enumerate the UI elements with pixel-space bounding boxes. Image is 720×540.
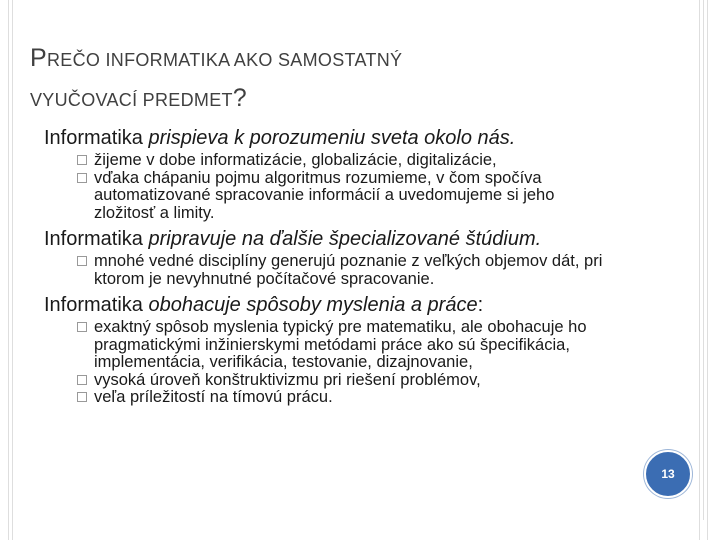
checkbox-bullet-icon [77, 256, 87, 266]
frame-line-right-inner [699, 0, 700, 540]
frame-line-left-outer [8, 0, 9, 540]
title-line-1-text: REČO INFORMATIKA AKO SAMOSTATNÝ [46, 50, 403, 70]
title-initial: P [30, 44, 47, 72]
frame-line-right-middle [703, 0, 704, 520]
title-question-mark: ? [232, 84, 248, 112]
title-line-2-text: VYUČOVACÍ PREDMET [30, 90, 233, 110]
checkbox-bullet-icon [77, 375, 87, 385]
section-emphasis-text: pripravuje na ďalšie špecializované štúdium. [148, 228, 542, 250]
bullet-text: žijeme v dobe informatizácie, globalizácie, digitalizácie, [94, 151, 497, 169]
checkbox-bullet-icon [77, 322, 87, 332]
checkbox-bullet-icon [77, 173, 87, 183]
frame-line-right-outer [707, 0, 708, 540]
bullet-item [44, 372, 624, 390]
bullet-text: vďaka chápaniu pojmu algoritmus rozumieme, v čom spočíva automatizované spracovanie informácií a uvedomujeme si jeho zložitosť a limity. [94, 168, 555, 222]
section-heading [44, 227, 624, 251]
section-heading [44, 126, 624, 150]
bullet-item [44, 319, 624, 372]
section-lead-text: Informatika [44, 294, 149, 316]
frame-line-left-inner [12, 0, 13, 540]
section-emphasis-text: obohacuje spôsoby myslenia a práce [148, 294, 478, 316]
section-heading [44, 293, 624, 317]
bullet-item [44, 389, 624, 407]
section-emphasis-text: prispieva k porozumeniu sveta okolo nás. [148, 127, 516, 149]
bullet-text: veľa príležitostí na tímovú prácu. [94, 388, 333, 406]
checkbox-bullet-icon [77, 155, 87, 165]
bullet-item [44, 152, 624, 170]
bullet-text: exaktný spôsob myslenia typický pre matematiku, ale obohacuje ho pragmatickými inžinierskymi metódami práce ako sú špecifikácia, implementácia, verifikácia, testovanie, dizajnovanie, [94, 318, 587, 371]
section-lead-text: Informatika [44, 228, 149, 250]
page-number-badge: 13 [644, 450, 692, 498]
title-line-1 [30, 40, 590, 80]
bullet-text: vysoká úroveň konštruktivizmu pri riešení problémov, [94, 370, 481, 389]
slide-title [30, 40, 590, 120]
title-line-2 [30, 80, 590, 120]
bullet-item [44, 253, 624, 288]
section-lead-text: Informatika [44, 127, 149, 149]
section-tail-text: : [477, 294, 484, 316]
slide-content [44, 126, 624, 407]
bullet-item [44, 170, 624, 223]
checkbox-bullet-icon [77, 392, 87, 402]
bullet-text: mnohé vedné disciplíny generujú poznanie z veľkých objemov dát, pri ktorom je nevyhnutné počítačové spracovanie. [94, 252, 603, 288]
